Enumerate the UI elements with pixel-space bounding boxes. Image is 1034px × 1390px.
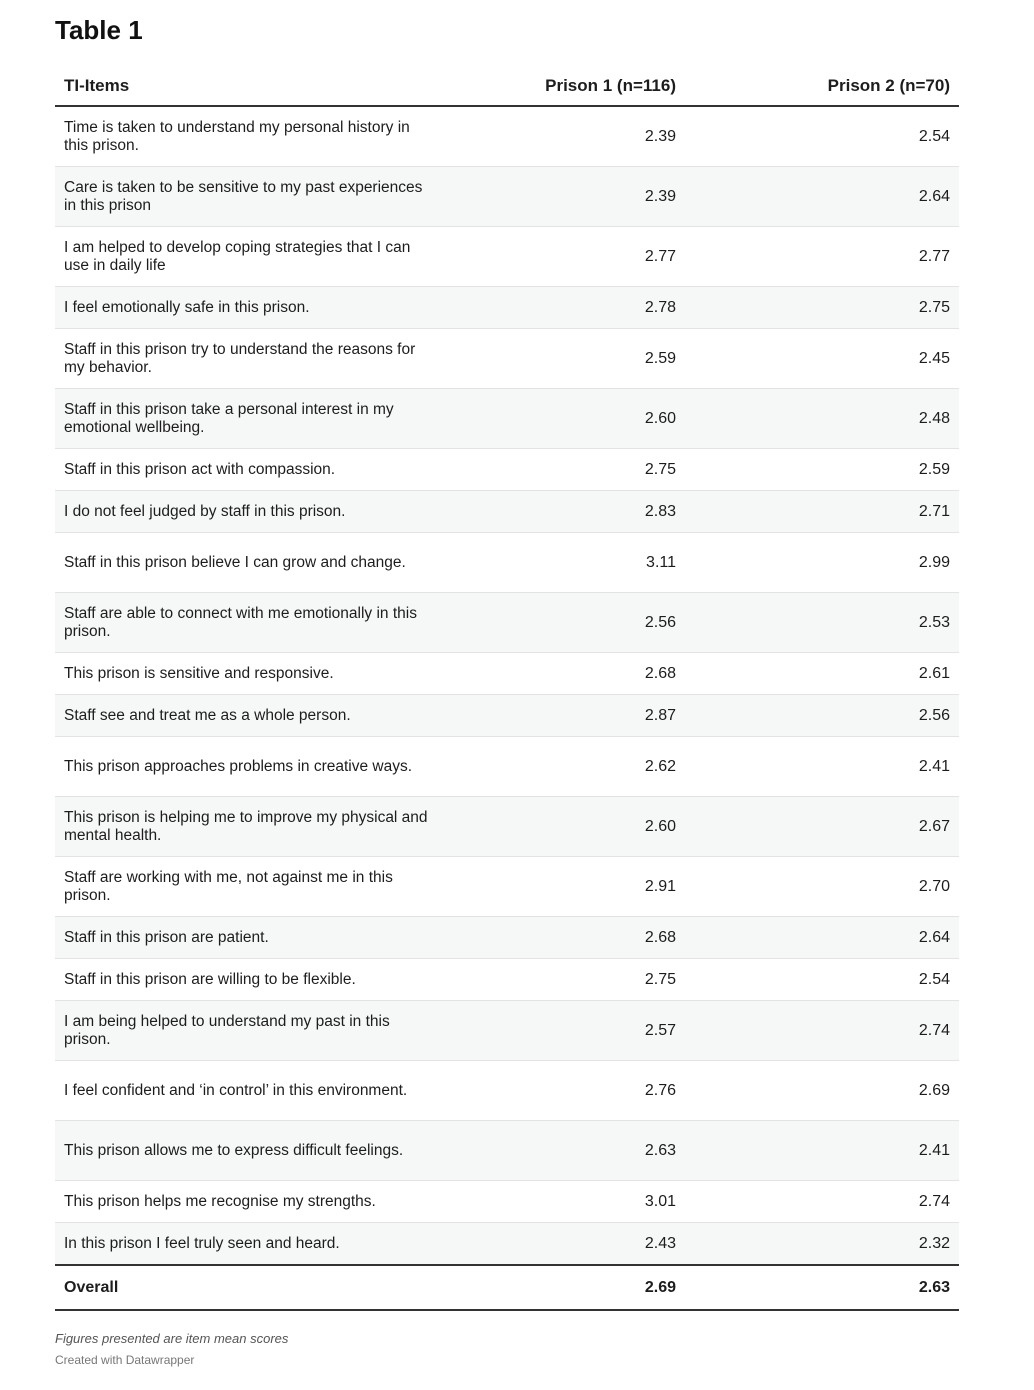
prison-1-cell: 2.75 [475,449,685,491]
prison-2-cell: 2.54 [685,959,959,1001]
table-row [55,449,959,491]
item-cell: In this prison I feel truly seen and heard. [55,1223,475,1266]
prison-1-cell: 2.83 [475,491,685,533]
item-cell: Staff in this prison are patient. [55,917,475,959]
credit-link[interactable]: Created with Datawrapper [55,1353,195,1367]
prison-2-cell: 2.64 [685,917,959,959]
prison-1-cell: 2.62 [475,737,685,797]
prison-2-cell: 2.74 [685,1001,959,1061]
prison-2-cell: 2.59 [685,449,959,491]
prison-1-cell: 2.68 [475,653,685,695]
prison-1-cell: 2.76 [475,1061,685,1121]
prison-2-cell: 2.69 [685,1061,959,1121]
item-cell: I do not feel judged by staff in this prison. [55,491,475,533]
prison-1-cell: 2.60 [475,389,685,449]
prison-1-cell: 3.11 [475,533,685,593]
item-cell: Staff in this prison believe I can grow and change. [55,533,475,593]
item-cell: Staff in this prison take a personal interest in my emotional wellbeing. [55,389,475,449]
item-cell: Staff see and treat me as a whole person. [55,695,475,737]
item-cell: Staff in this prison try to understand the reasons for my behavior. [55,329,475,389]
item-cell: This prison approaches problems in creative ways. [55,737,475,797]
prison-2-cell: 2.41 [685,737,959,797]
header-row [55,67,959,106]
prison-1-cell: 2.43 [475,1223,685,1266]
prison-2-cell: 2.67 [685,797,959,857]
prison-2-cell: 2.48 [685,389,959,449]
prison-1-cell: 2.87 [475,695,685,737]
table-row [55,491,959,533]
prison-2-cell: 2.41 [685,1121,959,1181]
table-row [55,593,959,653]
prison-2-cell: 2.45 [685,329,959,389]
prison-1-cell: 2.39 [475,106,685,167]
prison-2-cell: 2.71 [685,491,959,533]
prison-1-cell: 2.60 [475,797,685,857]
prison-2-cell: 2.75 [685,287,959,329]
prison-1-cell: 2.77 [475,227,685,287]
table-body [55,106,959,1265]
prison-2-cell: 2.70 [685,857,959,917]
prison-1-cell: 2.78 [475,287,685,329]
prison-1-cell: 2.56 [475,593,685,653]
prison-2-cell: 2.54 [685,106,959,167]
table-row [55,737,959,797]
column-header-prison-1[interactable]: Prison 1 (n=116) [475,67,685,106]
prison-2-cell: 2.74 [685,1181,959,1223]
item-cell: Care is taken to be sensitive to my past experiences in this prison [55,167,475,227]
table-row [55,695,959,737]
column-header-items[interactable]: TI-Items [55,67,475,106]
table-row [55,959,959,1001]
table-row [55,1001,959,1061]
prison-2-cell: 2.53 [685,593,959,653]
overall-label: Overall [55,1265,475,1310]
table-row [55,287,959,329]
item-cell: Staff in this prison act with compassion. [55,449,475,491]
table-row [55,1061,959,1121]
prison-1-cell: 2.57 [475,1001,685,1061]
item-cell: This prison is sensitive and responsive. [55,653,475,695]
table-row [55,329,959,389]
table-title: Table 1 [55,15,143,45]
table-row [55,1181,959,1223]
prison-1-cell: 2.68 [475,917,685,959]
overall-row [55,1265,959,1310]
table-row [55,1121,959,1181]
table-row [55,1223,959,1266]
item-cell: I am being helped to understand my past in this prison. [55,1001,475,1061]
item-cell: Staff in this prison are willing to be flexible. [55,959,475,1001]
column-header-prison-2[interactable]: Prison 2 (n=70) [685,67,959,106]
table-row [55,797,959,857]
item-cell: This prison allows me to express difficult feelings. [55,1121,475,1181]
table-row [55,533,959,593]
item-cell: Time is taken to understand my personal history in this prison. [55,106,475,167]
prison-1-cell: 3.01 [475,1181,685,1223]
overall-prison-2: 2.63 [685,1265,959,1310]
prison-1-cell: 2.63 [475,1121,685,1181]
table-row [55,106,959,167]
data-table [55,67,959,1311]
overall-prison-1: 2.69 [475,1265,685,1310]
prison-1-cell: 2.39 [475,167,685,227]
item-cell: Staff are able to connect with me emotionally in this prison. [55,593,475,653]
table-note: Figures presented are item mean scores [55,1331,289,1346]
prison-2-cell: 2.77 [685,227,959,287]
table-row [55,653,959,695]
prison-2-cell: 2.61 [685,653,959,695]
prison-2-cell: 2.99 [685,533,959,593]
item-cell: Staff are working with me, not against me in this prison. [55,857,475,917]
table-row [55,857,959,917]
item-cell: I am helped to develop coping strategies that I can use in daily life [55,227,475,287]
item-cell: This prison helps me recognise my strengths. [55,1181,475,1223]
prison-1-cell: 2.75 [475,959,685,1001]
item-cell: I feel confident and ‘in control’ in this environment. [55,1061,475,1121]
table-row [55,917,959,959]
table-row [55,227,959,287]
table-row [55,167,959,227]
prison-1-cell: 2.91 [475,857,685,917]
prison-2-cell: 2.32 [685,1223,959,1266]
item-cell: This prison is helping me to improve my physical and mental health. [55,797,475,857]
item-cell: I feel emotionally safe in this prison. [55,287,475,329]
table-row [55,389,959,449]
prison-2-cell: 2.64 [685,167,959,227]
prison-1-cell: 2.59 [475,329,685,389]
prison-2-cell: 2.56 [685,695,959,737]
